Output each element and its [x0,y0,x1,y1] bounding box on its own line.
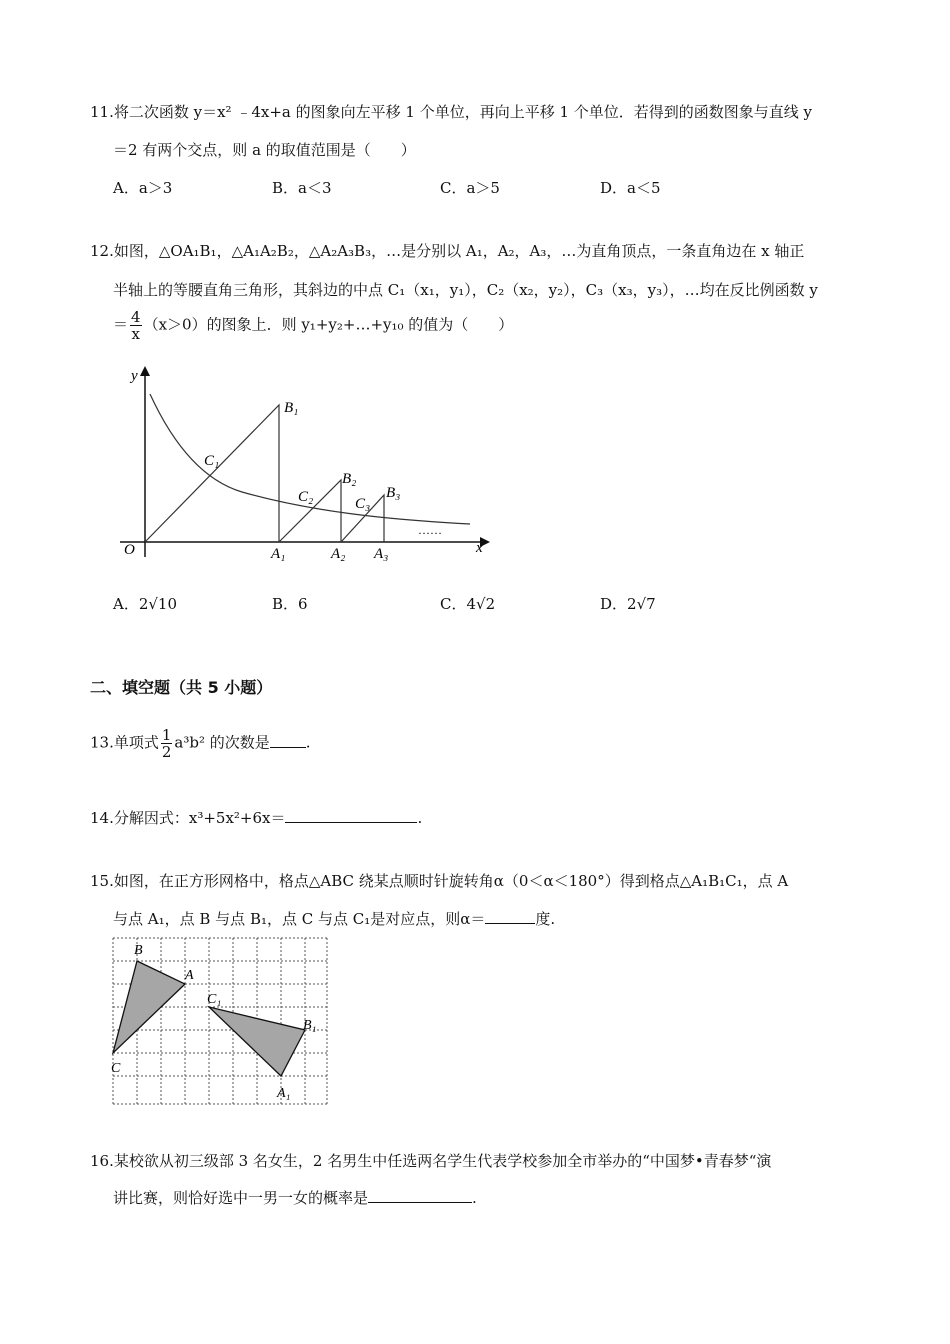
q15-line2-end: 度. [535,910,556,928]
q12-equals: ＝ [113,315,129,334]
q16-line2-end: . [472,1189,477,1207]
q12-label-b2: B₂ [342,471,357,487]
q16-line1: 16.某校欲从初三级部 3 名女生，2 名男生中任选两名学生代表学校参加全市举办的“中国梦•青春梦“演 [90,1152,772,1170]
q11-line1: 11.将二次函数 y＝x² ﹣4x+a 的图象向左平移 1 个单位，再向上平移 1 个单位．若得到的函数图象与直线 y [90,103,813,121]
q14-answer-blank[interactable] [285,822,417,823]
q12-option-b: B．6 [272,595,308,613]
q11-line2: ＝2 有两个交点，则 a 的取值范围是（ ） [113,141,416,159]
q12-option-d: D．2√7 [600,595,656,613]
q15-triangle-a1b1c1 [209,1007,305,1076]
q13-answer-blank[interactable] [270,747,306,748]
q13-line [90,727,311,760]
q12-label-a3: A₃ [374,546,389,562]
q11-option-a: A．a＞3 [113,179,173,197]
q12-label-a1: A₁ [271,546,286,562]
q12-line3 [113,309,513,342]
q13-pre: 13.单项式 [90,733,159,752]
q12-figure [112,362,497,562]
q12-label-o: O [124,542,135,558]
q15-line2 [113,908,555,929]
q15-label-a: A [185,968,194,983]
q12-label-c2: C₂ [298,489,314,505]
q13-fraction [161,727,173,760]
q12-label-a2: A₂ [331,546,346,562]
q16-line2-pre: 讲比赛，则恰好选中一男一女的概率是 [113,1189,369,1207]
q12-line2: 半轴上的等腰直角三角形，其斜边的中点 C₁（x₁，y₁），C₂（x₂，y₂），C₃（x₃，y₃），…均在反比例函数 y [113,281,818,299]
q12-label-dots: …… [418,523,442,537]
section-title: 二、填空题（共 5 小题） [90,678,273,697]
q11-option-c: C．a＞5 [440,179,500,197]
q12-label-c3: C₃ [355,496,371,512]
q12-label-y: y [131,368,138,384]
q15-line2-pre: 与点 A₁，点 B 与点 B₁，点 C 与点 C₁是对应点，则α＝ [113,910,486,928]
q14-line [90,807,422,828]
q12-line3-text: （x＞0）的图象上．则 y₁+y₂+…+y₁₀ 的值为（ ） [143,315,514,334]
q12-label-x: x [476,540,483,556]
q15-label-c1: C₁ [207,992,222,1007]
q12-label-c1: C₁ [204,453,220,469]
q13-post: a³b² 的次数是 [174,733,270,752]
q12-fraction [130,309,142,342]
q16-answer-blank[interactable] [368,1202,472,1203]
q11-option-b: B．a＜3 [272,179,332,197]
q12-y-arrow [140,366,150,376]
q15-line1: 15.如图，在正方形网格中，格点△ABC 绕某点顺时针旋转角α（0＜α＜180°）得到格点△A₁B₁C₁，点 A [90,872,789,890]
q12-option-c: C．4√2 [440,595,496,613]
q12-line1: 12.如图，△OA₁B₁，△A₁A₂B₂，△A₂A₃B₃，…是分别以 A₁，A₂，A₃，…为直角顶点，一条直角边在 x 轴正 [90,242,805,260]
q15-label-b1: B₁ [303,1018,317,1033]
q13-frac-num: 1 [161,726,172,744]
q15-figure [108,935,332,1107]
q14-pre: 14.分解因式：x³+5x²+6x＝ [90,809,286,827]
q14-end: . [417,809,423,827]
q12-label-b1: B₁ [284,400,299,416]
q12-frac-den: x [131,325,141,343]
q12-label-b3: B₃ [386,485,401,501]
q12-frac-num: 4 [131,308,141,326]
q15-answer-blank[interactable] [485,923,535,924]
q15-label-a1: A₁ [277,1086,291,1101]
q15-label-b: B [134,943,143,958]
q15-label-c: C [111,1061,121,1076]
q12-option-a: A．2√10 [113,595,178,613]
q16-line2 [113,1187,477,1208]
q13-end: . [305,733,311,752]
q11-option-d: D．a＜5 [600,179,661,197]
q12-triangle-1 [145,405,279,542]
q13-frac-den: 2 [161,743,172,761]
